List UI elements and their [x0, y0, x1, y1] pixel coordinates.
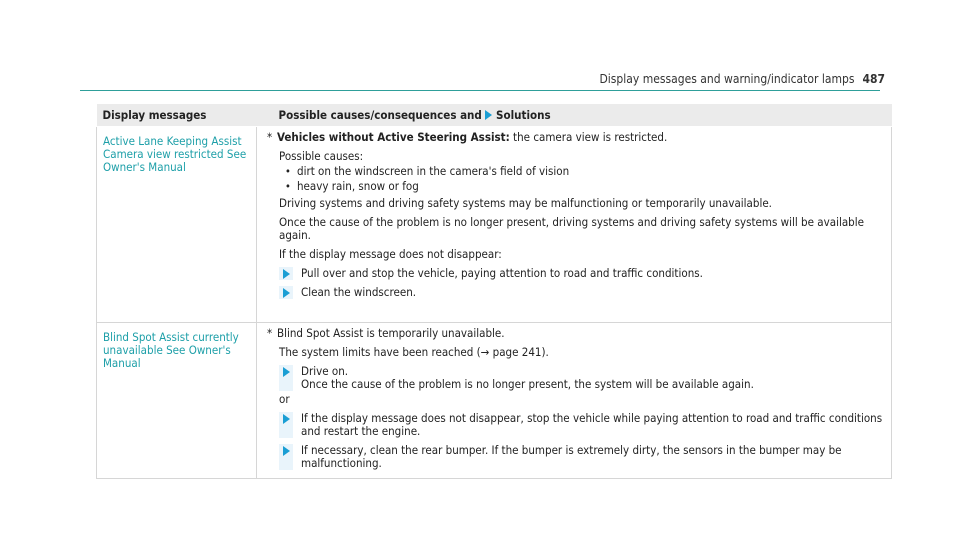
- arrow-right-icon: [283, 288, 290, 298]
- col-header-causes-text: Possible causes/consequences and: [278, 108, 482, 122]
- arrow-right-icon: [283, 269, 290, 279]
- causes-cell: [257, 323, 892, 479]
- list-item: • dirt on the windscreen in the camera's field of vision: [279, 165, 885, 178]
- paragraph: The system limits have been reached (→ page 241).: [279, 345, 549, 359]
- solution-step: [279, 365, 885, 391]
- col-header-solutions-text: Solutions: [496, 108, 551, 122]
- header-rule: [80, 90, 880, 91]
- arrow-right-icon: [283, 414, 290, 424]
- star-marker: *: [267, 326, 273, 340]
- table-row: [97, 127, 892, 323]
- step-text: Clean the windscreen.: [301, 285, 417, 299]
- list-item: • heavy rain, snow or fog: [279, 180, 885, 193]
- table-row: [97, 323, 892, 479]
- step-text: If necessary, clean the rear bumper. If the bumper is extremely dirty, the sensors in the bumper may be malfunctioning.: [301, 443, 842, 470]
- solution-step: [279, 412, 885, 438]
- page-number: 487: [862, 72, 885, 86]
- step-marker: [279, 286, 293, 299]
- step-text: Pull over and stop the vehicle, paying attention to road and traffic conditions.: [301, 266, 703, 280]
- solution-step: [279, 286, 885, 299]
- step-marker: [279, 267, 293, 280]
- display-messages-table: [96, 104, 892, 479]
- step-marker: [279, 412, 293, 438]
- message-text: Blind Spot Assist currently unavailable See Owner's Manual: [97, 323, 257, 479]
- solution-step: [279, 444, 885, 470]
- arrow-right-icon: [283, 446, 290, 456]
- arrow-right-icon: [283, 367, 290, 377]
- or-label: or: [279, 392, 290, 406]
- paragraph: Driving systems and driving safety systems may be malfunctioning or temporarily unavailable.: [279, 196, 772, 210]
- lead-text: the camera view is restricted.: [509, 130, 668, 144]
- arrow-right-icon: [485, 110, 492, 120]
- causes-list: [279, 165, 885, 193]
- lead-line: [267, 130, 885, 144]
- step-text: If the display message does not disappear, stop the vehicle while paying attention to road and traffic conditions and restart the engine.: [301, 411, 883, 438]
- step-marker: [279, 365, 293, 391]
- causes-cell: [257, 127, 892, 323]
- col-header-messages: Display messages: [97, 104, 257, 127]
- running-header: [599, 72, 885, 86]
- lead-line: [267, 326, 885, 340]
- star-marker: *: [267, 130, 273, 144]
- paragraph: Once the cause of the problem is no longer present, driving systems and driving safety systems will be available again.: [279, 215, 864, 242]
- running-header-title: Display messages and warning/indicator lamps: [599, 72, 855, 86]
- message-text: Active Lane Keeping Assist Camera view restricted See Owner's Manual: [97, 127, 257, 323]
- lead-bold: Vehicles without Active Steering Assist:: [277, 130, 510, 144]
- paragraph: If the display message does not disappear:: [279, 247, 502, 261]
- step-text: [301, 365, 885, 391]
- step-text-line: Drive on.: [301, 364, 349, 378]
- step-marker: [279, 444, 293, 470]
- col-header-causes: [257, 104, 892, 127]
- solution-step: [279, 267, 885, 280]
- lead-text: Blind Spot Assist is temporarily unavailable.: [277, 326, 505, 340]
- step-text-line: Once the cause of the problem is no longer present, the system will be available again.: [301, 377, 754, 391]
- table-header-row: [97, 104, 892, 127]
- possible-causes-label: Possible causes:: [279, 149, 364, 163]
